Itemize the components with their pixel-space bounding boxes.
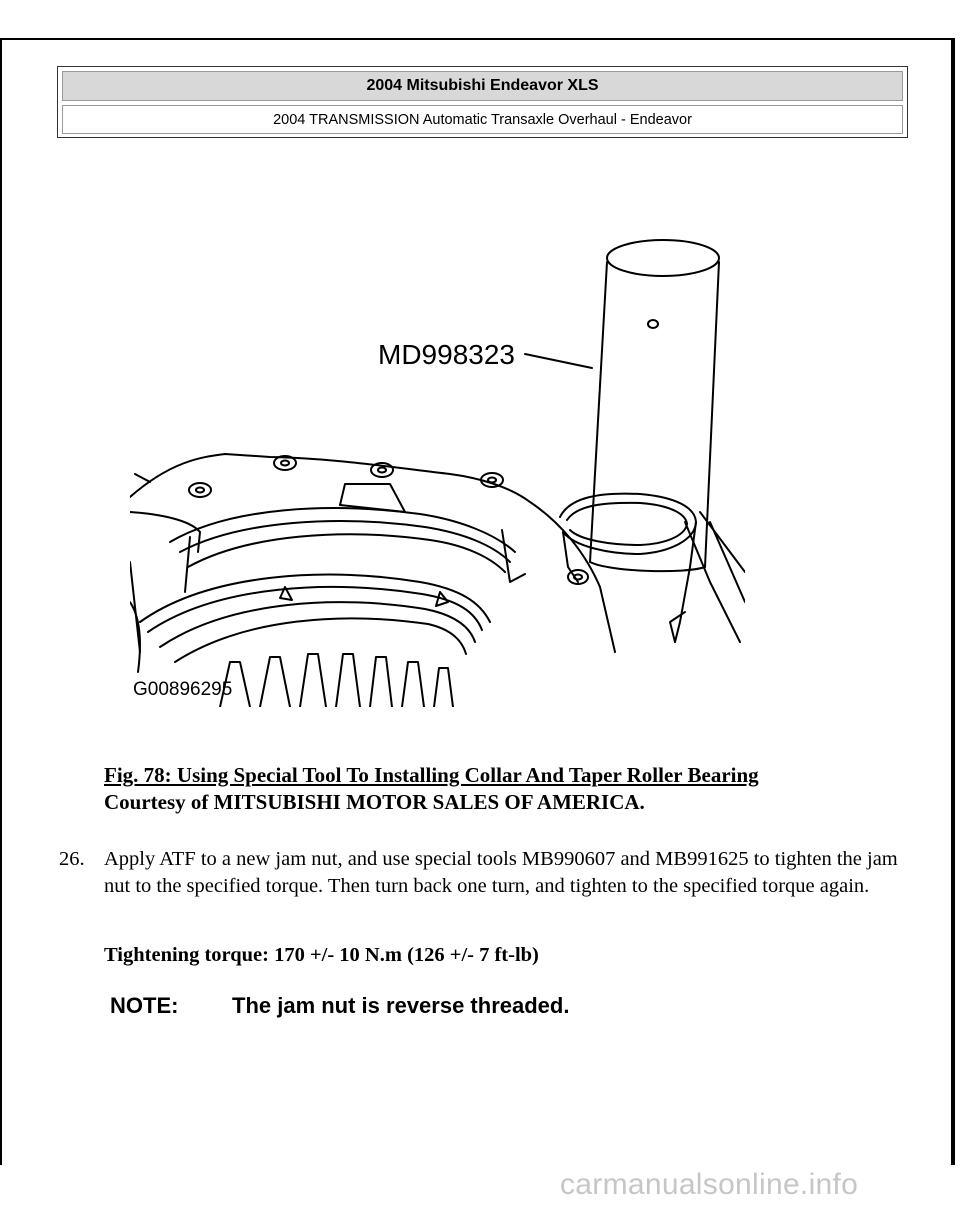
vehicle-title: 2004 Mitsubishi Endeavor XLS [62, 71, 903, 101]
step-text: Apply ATF to a new jam nut, and use special tools MB990607 and MB991625 to tighten the jam nut to the specified torque. Then turn back one turn, and tighten to the specified torque again. [104, 848, 898, 897]
step-number: 26. [59, 848, 85, 870]
document-header [57, 66, 908, 138]
tool-callout-label: MD998323 [378, 339, 515, 370]
section-title: 2004 TRANSMISSION Automatic Transaxle Overhaul - Endeavor [62, 105, 903, 134]
figure-caption [104, 762, 904, 816]
torque-spec: Tightening torque: 170 +/- 10 N.m (126 +/- 7 ft-lb) [104, 944, 539, 966]
site-watermark: carmanualsonline.info [560, 1168, 859, 1201]
figure-credit: Courtesy of MITSUBISHI MOTOR SALES OF AMERICA. [104, 790, 645, 814]
transaxle-drawing [130, 222, 745, 707]
figure-illustration [130, 222, 745, 707]
figure-title-link[interactable]: Fig. 78: Using Special Tool To Installing Collar And Taper Roller Bearing [104, 763, 759, 787]
figure-image-code: G00896295 [133, 679, 233, 700]
note-label: NOTE: [110, 993, 179, 1018]
note-text: The jam nut is reverse threaded. [232, 993, 570, 1018]
